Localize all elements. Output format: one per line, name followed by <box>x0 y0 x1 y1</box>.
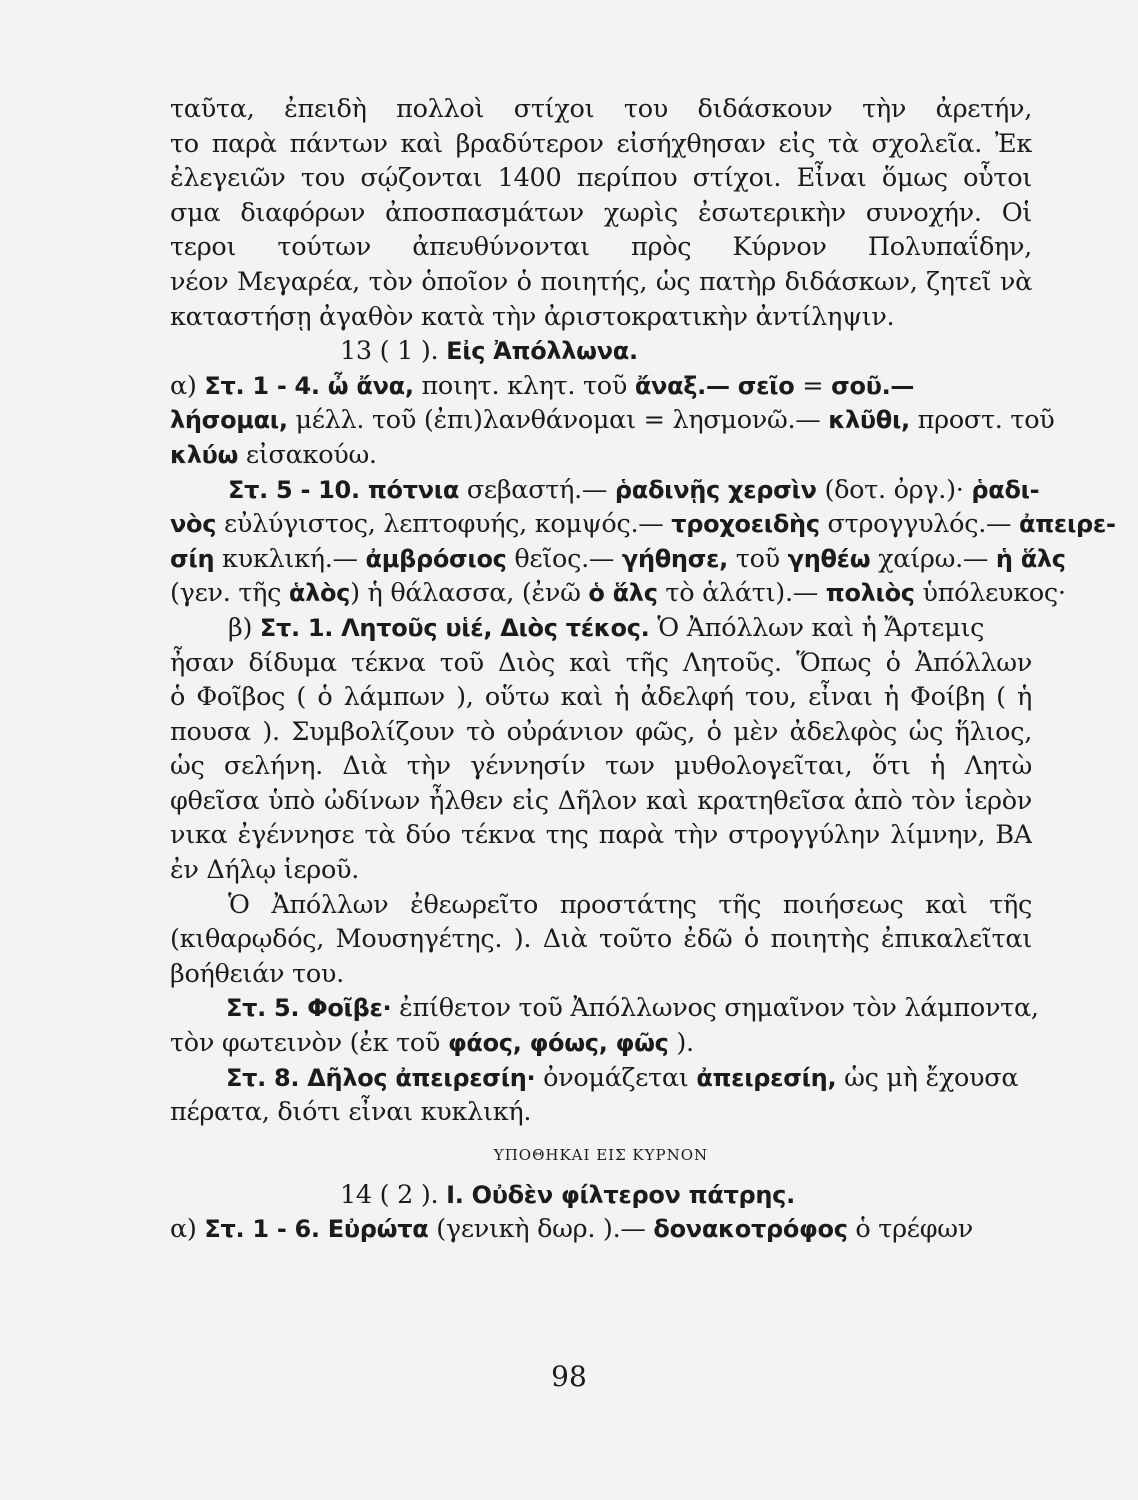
text-line: φθεῖσα ὑπὸ ὠδίνων ἦλθεν εἰς Δῆλον καὶ κρατηθεῖσα ἀπὸ τὸν ἱερὸν <box>170 785 1032 816</box>
text-run: α) <box>170 1214 205 1245</box>
lemma: γήθησε, <box>621 544 728 573</box>
lemma: σίη <box>170 544 215 573</box>
text-run: ) ἡ θάλασσα, (ἐνῶ <box>350 578 589 609</box>
verse-ref: Στ. 1 - 4. <box>204 371 320 400</box>
lemma: κλύω <box>170 440 239 469</box>
text-line <box>170 611 1032 646</box>
text-line <box>170 403 1055 438</box>
text-run: σεβαστή.— <box>459 474 615 505</box>
text-line <box>170 542 1066 577</box>
text-line: το παρὰ πάντων καὶ βραδύτερον εἰσήχθησαν εἰς τὰ σχολεῖα. Ἐκ <box>170 128 1032 159</box>
text-line: ταῦτα, ἐπειδὴ πολλοὶ στίχοι του διδάσκουν τὴν ἀρετήν, <box>170 94 1032 124</box>
text-run: εἰσακούω. <box>238 439 377 470</box>
lemma: ἀπειρεσίη, <box>696 1063 837 1092</box>
text-line: ὡς σελήνη. Διὰ τὴν γέννησίν των μυθολογεῖται, ὅτι ἡ Λητὼ <box>170 751 1032 782</box>
lemma: κλῦθι, <box>828 406 910 435</box>
lemma: τροχοειδὴς <box>671 510 820 539</box>
text-run: ). <box>668 1028 694 1059</box>
text-run: ἐπίθετον τοῦ Ἀπόλλωνος σημαῖνον τὸν λάμποντα, <box>391 993 1039 1024</box>
text-run: προστ. τοῦ <box>909 405 1055 436</box>
text-line: νέον Μεγαρέα, τὸν ὁποῖον ὁ ποιητής, ὡς πατὴρ διδάσκων, ζητεῖ νὰ <box>170 266 1032 297</box>
lemma: ῥαδι- <box>971 475 1040 504</box>
section-subheading: ΥΠΟΘΗΚΑΙ ΕΙΣ ΚΥΡΝΟΝ <box>493 1145 709 1164</box>
lemma: Στ. 8. Δῆλος ἀπειρεσίη· <box>226 1063 536 1092</box>
lemma: ἀμβρόσιος <box>365 544 507 573</box>
text-line: ὁ Φοῖβος ( ὁ λάμπων ), οὕτω καὶ ἡ ἀδελφή του, εἶναι ἡ Φοίβη ( ἡ <box>170 682 1032 713</box>
lemma: Στ. 5. Φοῖβε· <box>226 994 392 1023</box>
text-run: μέλλ. τοῦ (ἐπι)λανθάνομαι = λησμονῶ.— <box>287 405 829 436</box>
text-line <box>170 1026 1032 1061</box>
page-body <box>170 92 1116 1247</box>
text-run: β) <box>228 612 260 643</box>
section-title: Ι. Οὐδὲν φίλτερον πάτρης. <box>446 1180 795 1209</box>
section-number: 13 ( 1 ). <box>340 336 439 367</box>
text-line <box>170 473 1040 508</box>
text-line <box>170 576 1066 611</box>
text-run: ὡς μὴ ἔχουσα <box>836 1062 1019 1093</box>
text-line <box>170 507 1116 542</box>
page-number: 98 <box>551 1360 587 1393</box>
text-line: βοήθειάν του. <box>170 958 344 989</box>
text-run: ὁ τρέφων <box>847 1214 973 1245</box>
lemma: ἡ ἅλς <box>995 544 1066 573</box>
lemma: λήσομαι, <box>170 406 288 435</box>
lemma: ὁ ἅλς <box>588 579 658 608</box>
section-13-heading <box>170 334 1032 369</box>
text-run: ὑπόλευκος· <box>914 578 1066 609</box>
section-title: Εἰς Ἀπόλλωνα. <box>446 337 638 366</box>
text-line: πέρατα, διότι εἶναι κυκλική. <box>170 1097 532 1128</box>
text-run: εὐλύγιστος, λεπτοφυής, κομψός.— <box>216 509 672 540</box>
text-line: Ὁ Ἀπόλλων ἐθεωρεῖτο προστάτης τῆς ποιήσεως καὶ τῆς <box>228 889 1032 920</box>
text-run: (γενικὴ δωρ. ).— <box>428 1214 654 1245</box>
text-line: καταστήσῃ ἀγαθὸν κατὰ τὴν ἀριστοκρατικὴν ἀντίληψιν. <box>170 301 895 332</box>
text-run: Ὁ Ἀπόλλων καὶ ἡ Ἄρτεμις <box>649 612 985 643</box>
text-run: θεῖος.— <box>506 543 622 574</box>
text-run: τὸ ἁλάτι).— <box>657 578 826 609</box>
text-line <box>170 369 1032 404</box>
lemma: πολιὸς <box>825 579 915 608</box>
text-run: ὀνομάζεται <box>535 1062 697 1093</box>
text-run: (γεν. τῆς <box>170 578 289 609</box>
text-line: τεροι τούτων ἀπευθύνονται πρὸς Κύρνον Πολυπαΐδην, <box>170 232 1032 263</box>
text-line: σμα διαφόρων ἀποσπασμάτων χωρὶς ἐσωτερικὴν συνοχήν. Οἱ <box>170 197 1032 228</box>
text-line: (κιθαρῳδός, Μουσηγέτης. ). Διὰ τοῦτο ἐδῶ ὁ ποιητὴς ἐπικαλεῖται <box>170 924 1032 955</box>
section-number: 14 ( 2 ). <box>340 1179 439 1210</box>
text-run: α) <box>170 370 205 401</box>
text-line <box>170 1212 1032 1247</box>
text-run: χαίρω.— <box>870 543 996 574</box>
lemma: σοῦ.— <box>831 371 915 400</box>
lemma: ἀπειρε- <box>1019 510 1116 539</box>
text-line <box>170 438 1032 473</box>
lemma: ἁλὸς <box>288 579 351 608</box>
text-run: ποιητ. κλητ. τοῦ <box>413 370 635 401</box>
text-line <box>170 991 1039 1026</box>
text-line <box>170 1061 1032 1096</box>
text-line: ἐν Δήλῳ ἱεροῦ. <box>170 855 360 886</box>
text-line: νικα ἐγέννησε τὰ δύο τέκνα της παρὰ τὴν στρογγύλην λίμνην, ΒΑ <box>170 820 1032 851</box>
lemma: Στ. 1 - 6. Εὐρώτα <box>204 1215 429 1244</box>
lemma: ῥαδινῇς χερσὶν <box>614 475 817 504</box>
lemma: πότνια <box>359 475 460 504</box>
lemma: γηθέω <box>787 544 871 573</box>
lemma: νὸς <box>170 510 217 539</box>
text-line: ἦσαν δίδυμα τέκνα τοῦ Διὸς καὶ τῆς Λητοῦς. Ὅπως ὁ Ἀπόλλων <box>170 647 1032 678</box>
text-run: κυκλική.— <box>214 543 366 574</box>
text-run: τὸν φωτεινὸν (ἐκ τοῦ <box>170 1028 448 1059</box>
text-line: ἐλεγειῶν του σῴζονται 1400 περίπου στίχοι. Εἶναι ὅμως οὗτοι <box>170 163 1032 194</box>
text-line: πουσα ). Συμβολίζουν τὸ οὐράνιον φῶς, ὁ μὲν ἀδελφὸς ὡς ἥλιος, <box>170 716 1032 747</box>
section-14-heading <box>170 1178 1032 1213</box>
lemma: ἄναξ.— σεῖο <box>634 371 795 400</box>
lemma: Στ. 1. Λητοῦς υἱέ, Διὸς τέκος. <box>259 613 650 642</box>
lemma: δονακοτρόφος <box>653 1215 848 1244</box>
text-run: = <box>794 370 832 401</box>
text-run: στρογγυλός.— <box>819 509 1020 540</box>
text-run: (δοτ. ὀργ.)· <box>816 474 972 505</box>
verse-ref: Στ. 5 - 10. <box>228 475 360 504</box>
lemma: φάος, φόως, φῶς <box>447 1029 669 1058</box>
text-run: τοῦ <box>727 543 788 574</box>
lemma: ὦ ἄνα, <box>319 371 414 400</box>
